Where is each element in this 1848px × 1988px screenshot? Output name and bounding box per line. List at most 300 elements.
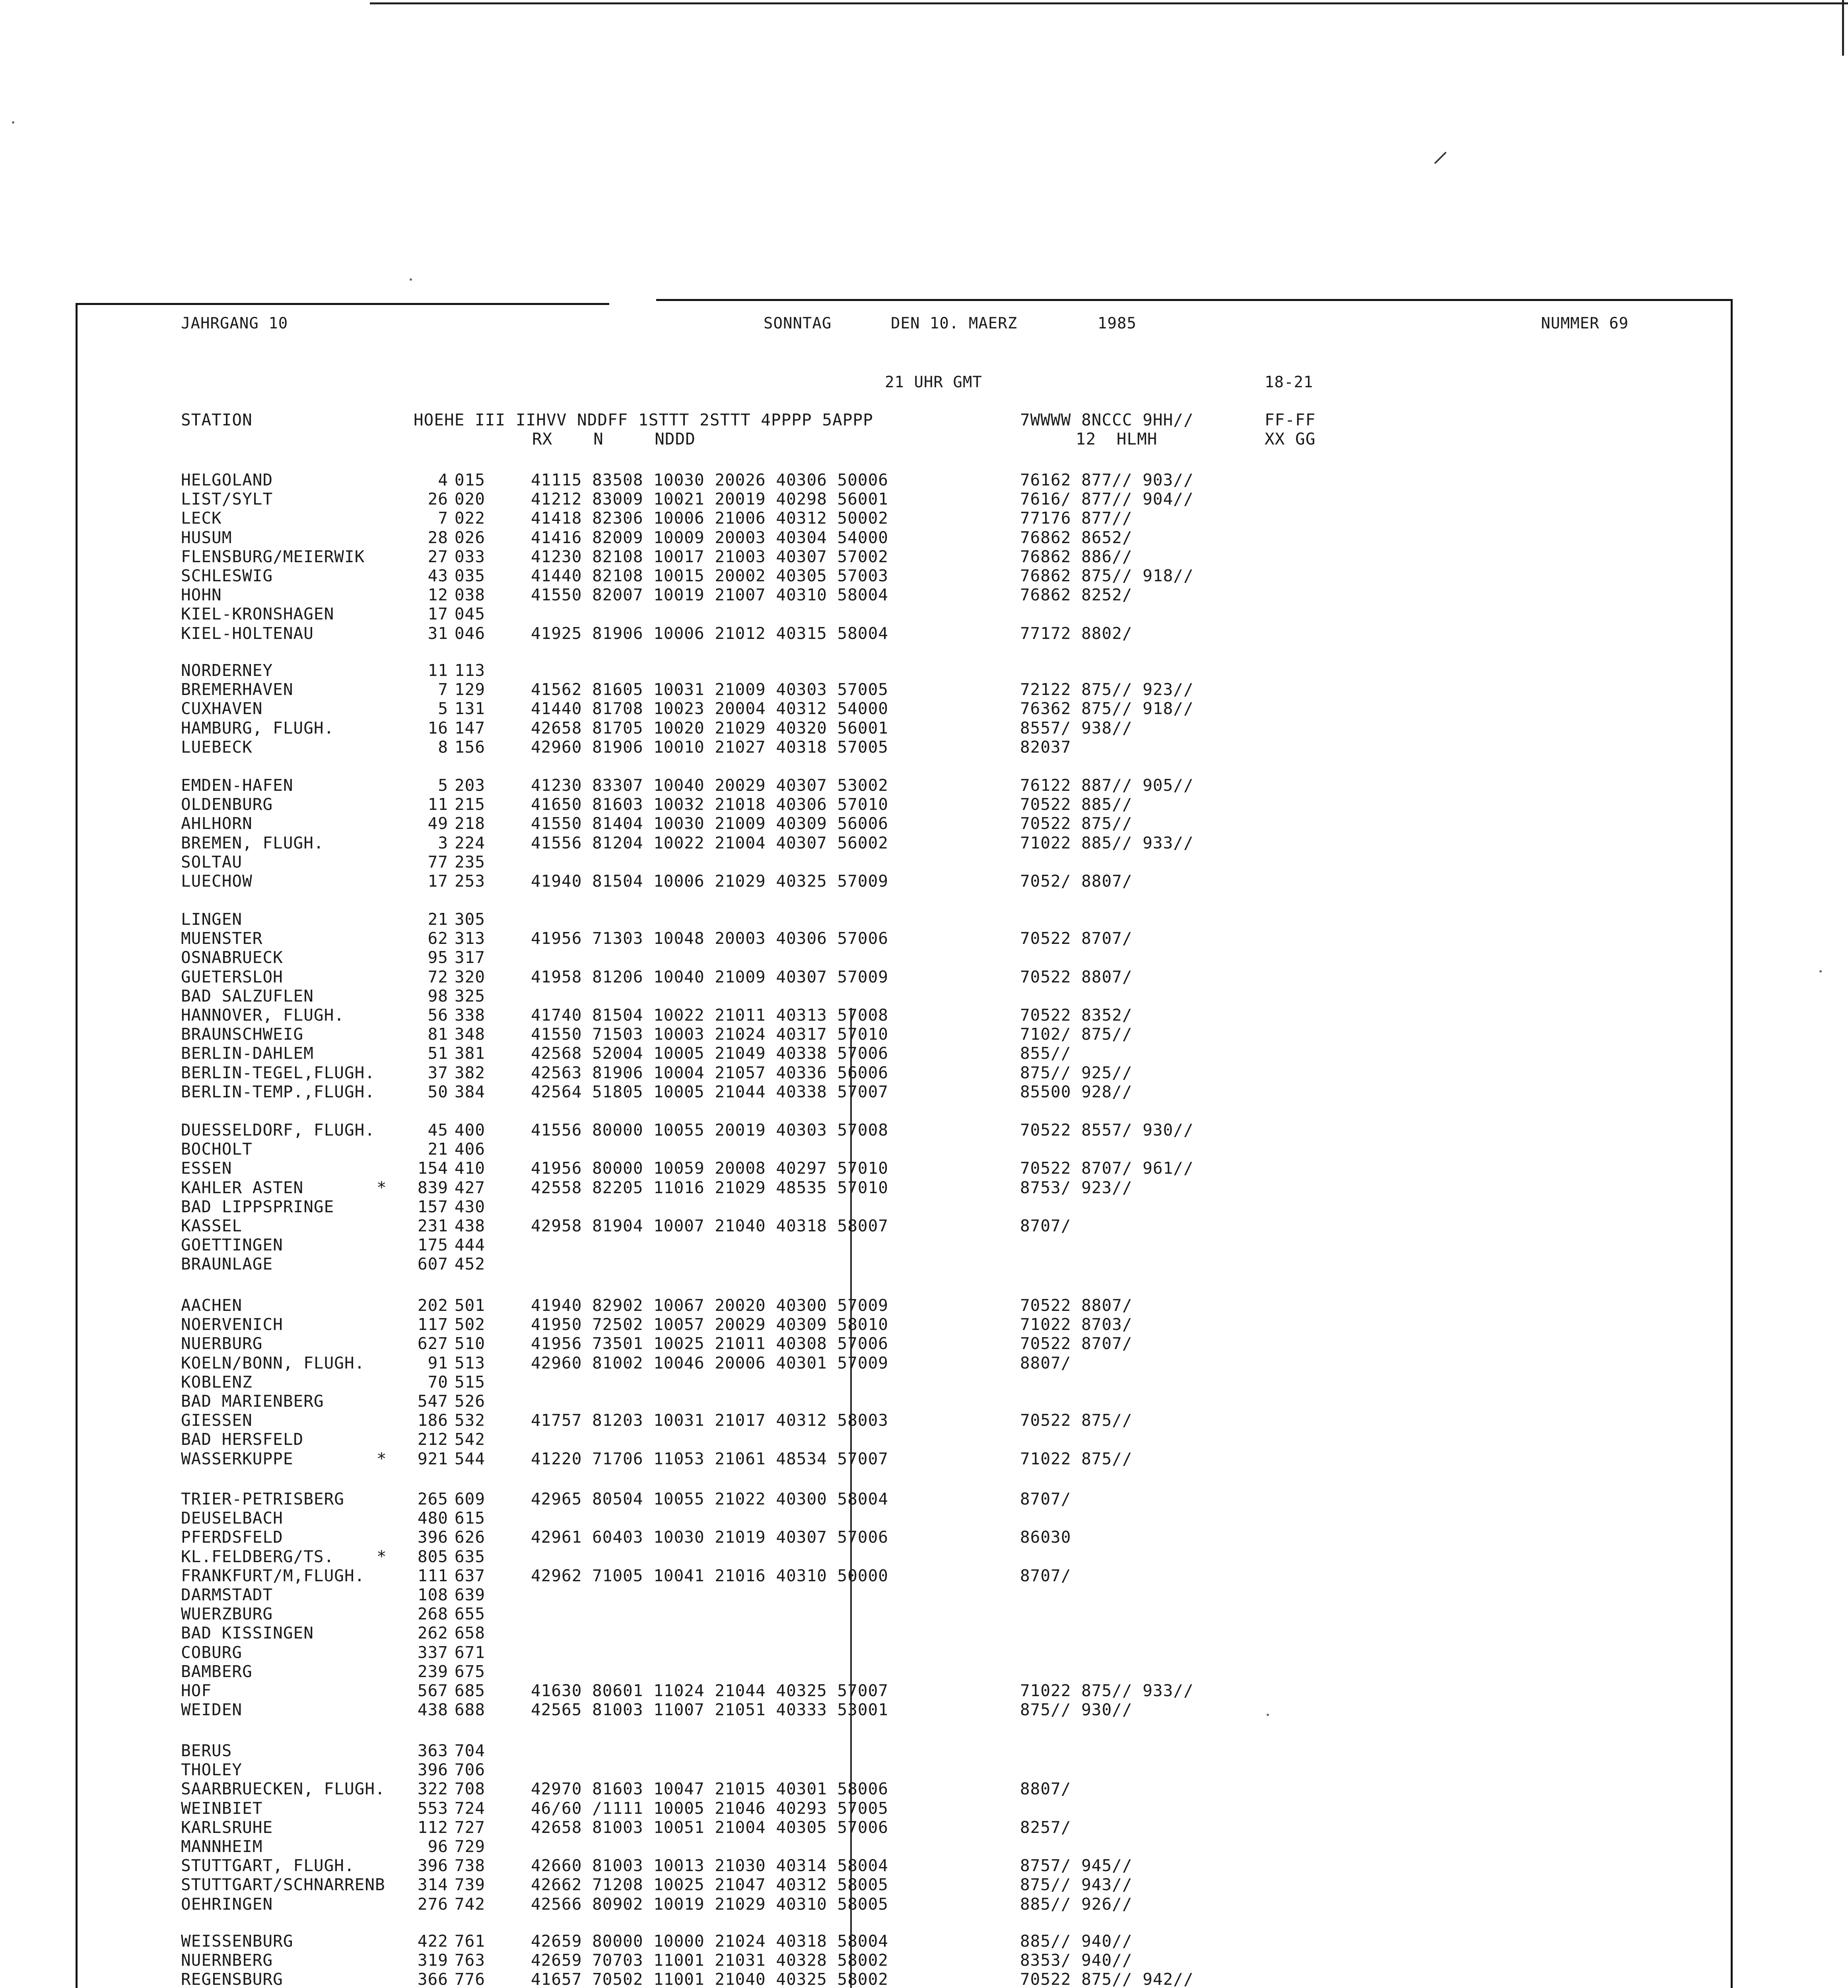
- station-name: BAD KISSINGEN: [181, 1623, 314, 1642]
- station-row: [181, 1700, 1374, 1719]
- station-number: 706: [455, 1760, 486, 1779]
- weather-groups: 8707/: [1020, 1566, 1071, 1585]
- station-number: 046: [455, 624, 486, 643]
- station-number: 544: [455, 1449, 486, 1468]
- synop-groups: 42960 81906 10010 21027 40318 57005: [531, 738, 888, 757]
- station-row: [181, 948, 1374, 967]
- station-row: [181, 1006, 1374, 1025]
- weather-groups: 72122 875// 923//: [1020, 680, 1194, 699]
- synop-groups: 41440 81708 10023 20004 40312 54000: [531, 699, 888, 718]
- station-number: 502: [455, 1315, 486, 1334]
- station-name: BERLIN-TEMP.,FLUGH.: [181, 1082, 375, 1101]
- weather-groups: 875// 943//: [1020, 1875, 1133, 1894]
- station-number: 532: [455, 1411, 486, 1430]
- station-name: LIST/SYLT: [181, 489, 273, 509]
- code-columns-subheader: RX N NDDD: [532, 429, 696, 448]
- synop-groups: 41956 73501 10025 21011 40308 57006: [531, 1334, 888, 1353]
- group7-columns-header: 7WWWW 8NCCC 9HH//: [1020, 410, 1194, 429]
- station-height: 239: [417, 1662, 448, 1681]
- station-name: FRANKFURT/M,FLUGH.: [181, 1566, 365, 1585]
- station-row: [181, 509, 1374, 528]
- synop-groups: 42961 60403 10030 21019 40307 57006: [531, 1528, 888, 1547]
- station-number: 763: [455, 1951, 486, 1970]
- station-row: [181, 1235, 1374, 1254]
- station-height: 262: [417, 1623, 448, 1642]
- station-name: KOBLENZ: [181, 1373, 253, 1392]
- synop-groups: 41958 81206 10040 21009 40307 57009: [531, 967, 888, 986]
- station-height: 37: [428, 1063, 448, 1082]
- scan-speck: [1267, 1714, 1269, 1716]
- station-name: LUEBECK: [181, 738, 253, 757]
- station-name: KAHLER ASTEN: [181, 1178, 304, 1197]
- station-name: GIESSEN: [181, 1411, 253, 1430]
- station-name: NORDERNEY: [181, 661, 273, 680]
- synop-groups: 41657 70502 11001 21040 40325 58002: [531, 1970, 888, 1988]
- weather-groups: 70522 8807/: [1020, 1296, 1133, 1315]
- station-height: 21: [428, 1140, 448, 1159]
- station-name: HELGOLAND: [181, 470, 273, 489]
- station-number: 452: [455, 1254, 486, 1274]
- weather-groups: 71022 875//: [1020, 1449, 1133, 1468]
- synop-groups: 41440 82108 10015 20002 40305 57003: [531, 566, 888, 585]
- station-number: 338: [455, 1006, 486, 1025]
- station-number: 444: [455, 1235, 486, 1254]
- station-row: [181, 585, 1374, 604]
- weather-groups: 7052/ 8807/: [1020, 872, 1133, 891]
- station-number: 203: [455, 776, 486, 795]
- station-row: [181, 1334, 1374, 1353]
- station-name: WASSERKUPPE: [181, 1449, 293, 1468]
- station-name: BRAUNSCHWEIG: [181, 1025, 304, 1044]
- weather-groups: 70522 875//: [1020, 1411, 1133, 1430]
- weather-groups: 76122 887// 905//: [1020, 776, 1194, 795]
- weather-groups: 85500 928//: [1020, 1082, 1133, 1101]
- station-height: 108: [417, 1585, 448, 1604]
- weather-groups: 70522 8707/: [1020, 1334, 1133, 1353]
- station-height: 438: [417, 1700, 448, 1719]
- weather-groups: 875// 925//: [1020, 1063, 1133, 1082]
- weather-groups: 86030: [1020, 1528, 1071, 1547]
- weather-groups: 70522 875//: [1020, 814, 1133, 833]
- station-row: [181, 929, 1374, 948]
- station-row: [181, 986, 1374, 1006]
- station-number: 761: [455, 1932, 486, 1951]
- wind-columns-subheader: XX GG: [1265, 429, 1316, 448]
- station-height: 12: [428, 585, 448, 604]
- station-number: 410: [455, 1159, 486, 1178]
- station-number: 438: [455, 1216, 486, 1235]
- station-height: 62: [428, 929, 448, 948]
- station-row: [181, 1875, 1374, 1894]
- station-row: [181, 1411, 1374, 1430]
- station-name: ESSEN: [181, 1159, 232, 1178]
- station-height: 547: [417, 1392, 448, 1411]
- station-name: WEISSENBURG: [181, 1932, 293, 1951]
- station-number: 382: [455, 1063, 486, 1082]
- station-name: REGENSBURG: [181, 1970, 283, 1988]
- synop-groups: 42563 81906 10004 21057 40336 56006: [531, 1063, 888, 1082]
- station-height: 921: [417, 1449, 448, 1468]
- station-number: 739: [455, 1875, 486, 1894]
- station-height: 31: [428, 624, 448, 643]
- station-row: [181, 489, 1374, 509]
- station-number: 320: [455, 967, 486, 986]
- station-number: 708: [455, 1779, 486, 1798]
- station-number: 510: [455, 1334, 486, 1353]
- synop-groups: 41556 81204 10022 21004 40307 56002: [531, 833, 888, 852]
- synop-groups: 42660 81003 10013 21030 40314 58004: [531, 1856, 888, 1875]
- weather-groups: 8353/ 940//: [1020, 1951, 1133, 1970]
- station-name: BAD SALZUFLEN: [181, 986, 314, 1006]
- station-name: COBURG: [181, 1643, 243, 1662]
- station-height: 839: [417, 1178, 448, 1197]
- station-number: 022: [455, 509, 486, 528]
- station-name: OLDENBURG: [181, 795, 273, 814]
- station-height: 111: [417, 1566, 448, 1585]
- station-name: BERLIN-DAHLEM: [181, 1044, 314, 1063]
- station-name: BRAUNLAGE: [181, 1254, 273, 1274]
- station-name: BOCHOLT: [181, 1140, 253, 1159]
- station-height: 98: [428, 986, 448, 1006]
- station-height: 50: [428, 1082, 448, 1101]
- station-height: 319: [417, 1951, 448, 1970]
- station-height: 72: [428, 967, 448, 986]
- station-name: HAMBURG, FLUGH.: [181, 718, 334, 738]
- synop-groups: 42970 81603 10047 21015 40301 58006: [531, 1779, 888, 1798]
- synop-groups: 41550 81404 10030 21009 40309 56006: [531, 814, 888, 833]
- station-row: [181, 1392, 1374, 1411]
- synop-groups: 41630 80601 11024 21044 40325 57007: [531, 1681, 888, 1700]
- weather-groups: 76862 8652/: [1020, 528, 1133, 547]
- weather-groups: 71022 885// 933//: [1020, 833, 1194, 852]
- weather-groups: 8807/: [1020, 1779, 1071, 1798]
- station-row: [181, 1489, 1374, 1508]
- station-name: LECK: [181, 509, 222, 528]
- station-name: STUTTGART, FLUGH.: [181, 1856, 355, 1875]
- synop-groups: 42960 81002 10046 20006 40301 57009: [531, 1353, 888, 1373]
- station-row: [181, 967, 1374, 986]
- station-row: [181, 1970, 1374, 1988]
- station-number: 156: [455, 738, 486, 757]
- station-number: 348: [455, 1025, 486, 1044]
- station-height: 5: [438, 699, 448, 718]
- station-name: SAARBRUECKEN, FLUGH.: [181, 1779, 385, 1798]
- station-height: 157: [417, 1197, 448, 1216]
- station-number: 253: [455, 872, 486, 891]
- station-row: [181, 1662, 1374, 1681]
- synop-groups: 46/60 /1111 10005 21046 40293 57005: [531, 1799, 888, 1818]
- synop-groups: 41230 83307 10040 20029 40307 53002: [531, 776, 888, 795]
- weather-groups: 76862 875// 918//: [1020, 566, 1194, 585]
- synop-groups: 41115 83508 10030 20026 40306 50006: [531, 470, 888, 489]
- station-row: [181, 910, 1374, 929]
- scan-speck: [410, 278, 412, 281]
- jahrgang-label: JAHRGANG 10: [181, 315, 288, 332]
- station-row: [181, 1296, 1374, 1315]
- synop-groups: 42958 81904 10007 21040 40318 58007: [531, 1216, 888, 1235]
- scan-speck: [1819, 970, 1822, 973]
- station-height: 186: [417, 1411, 448, 1430]
- station-name: EMDEN-HAFEN: [181, 776, 293, 795]
- synop-groups: 41940 81504 10006 21029 40325 57009: [531, 872, 888, 891]
- station-row: [181, 680, 1374, 699]
- station-height: 27: [428, 547, 448, 566]
- weather-groups: 8707/: [1020, 1216, 1071, 1235]
- station-height: 7: [438, 680, 448, 699]
- station-height: 95: [428, 948, 448, 967]
- station-height: 265: [417, 1489, 448, 1508]
- station-number: 129: [455, 680, 486, 699]
- station-row: [181, 1895, 1374, 1914]
- station-number: 658: [455, 1623, 486, 1642]
- station-height: 77: [428, 852, 448, 872]
- station-name: HOHN: [181, 585, 222, 604]
- station-number: 035: [455, 566, 486, 585]
- station-row: [181, 1063, 1374, 1082]
- station-number: 113: [455, 661, 486, 680]
- mountain-station-marker: *: [377, 1547, 387, 1566]
- station-name: KIEL-HOLTENAU: [181, 624, 314, 643]
- station-name: TRIER-PETRISBERG: [181, 1489, 344, 1508]
- weather-groups: 7616/ 877// 904//: [1020, 489, 1194, 509]
- station-row: [181, 1623, 1374, 1642]
- station-number: 729: [455, 1837, 486, 1856]
- station-height: 56: [428, 1006, 448, 1025]
- weather-groups: 8753/ 923//: [1020, 1178, 1133, 1197]
- weather-groups: 76862 8252/: [1020, 585, 1133, 604]
- station-name: BREMEN, FLUGH.: [181, 833, 324, 852]
- station-height: 112: [417, 1818, 448, 1837]
- weather-groups: 82037: [1020, 738, 1071, 757]
- synop-groups: 41220 71706 11053 21061 48534 57007: [531, 1449, 888, 1468]
- station-height: 7: [438, 509, 448, 528]
- scan-speck: [12, 121, 14, 124]
- station-row: [181, 470, 1374, 489]
- station-height: 314: [417, 1875, 448, 1894]
- station-height: 117: [417, 1315, 448, 1334]
- station-height: 17: [428, 872, 448, 891]
- frame-top-right: [656, 299, 1733, 301]
- station-name: WEIDEN: [181, 1700, 243, 1719]
- station-number: 400: [455, 1120, 486, 1140]
- weather-groups: 76862 886//: [1020, 547, 1133, 566]
- station-row: [181, 1932, 1374, 1951]
- weather-groups: 70522 885//: [1020, 795, 1133, 814]
- frame-top-left: [76, 303, 609, 305]
- station-name: KOELN/BONN, FLUGH.: [181, 1353, 365, 1373]
- station-height: 363: [417, 1741, 448, 1760]
- synop-groups: 41562 81605 10031 21009 40303 57005: [531, 680, 888, 699]
- weather-groups: 77172 8802/: [1020, 624, 1133, 643]
- station-number: 038: [455, 585, 486, 604]
- station-number: 776: [455, 1970, 486, 1988]
- station-name: DARMSTADT: [181, 1585, 273, 1604]
- station-height: 49: [428, 814, 448, 833]
- station-number: 626: [455, 1528, 486, 1547]
- station-height: 607: [417, 1254, 448, 1274]
- station-height: 5: [438, 776, 448, 795]
- station-number: 317: [455, 948, 486, 967]
- synop-groups: 42658 81705 10020 21029 40320 56001: [531, 718, 888, 738]
- station-row: [181, 1120, 1374, 1140]
- station-number: 325: [455, 986, 486, 1006]
- station-name: OSNABRUECK: [181, 948, 283, 967]
- station-number: 724: [455, 1799, 486, 1818]
- station-row: [181, 604, 1374, 623]
- synop-groups: 41650 81603 10032 21018 40306 57010: [531, 795, 888, 814]
- synop-groups: 41950 72502 10057 20029 40309 58010: [531, 1315, 888, 1334]
- station-row: [181, 1508, 1374, 1528]
- period-label: 18-21: [1265, 373, 1314, 391]
- synop-groups: 41956 71303 10048 20003 40306 57006: [531, 929, 888, 948]
- synop-groups: 41740 81504 10022 21011 40313 57008: [531, 1006, 888, 1025]
- station-height: 16: [428, 718, 448, 738]
- station-number: 427: [455, 1178, 486, 1197]
- station-height: 21: [428, 910, 448, 929]
- scan-edge-tick: [1842, 0, 1844, 56]
- station-row: [181, 1025, 1374, 1044]
- station-name: DEUSELBACH: [181, 1508, 283, 1528]
- station-number: 515: [455, 1373, 486, 1392]
- weather-groups: 70522 875// 942//: [1020, 1970, 1194, 1988]
- synop-groups: 42564 51805 10005 21044 40338 57007: [531, 1082, 888, 1101]
- station-row: [181, 1159, 1374, 1178]
- weather-groups: 76162 877// 903//: [1020, 470, 1194, 489]
- station-row: [181, 776, 1374, 795]
- weather-groups: 8757/ 945//: [1020, 1856, 1133, 1875]
- code-columns-header: HOEHE III IIHVV NDDFF 1STTT 2STTT 4PPPP 5APPP: [414, 410, 873, 429]
- station-name: WUERZBURG: [181, 1604, 273, 1623]
- station-row: [181, 1315, 1374, 1334]
- station-number: 406: [455, 1140, 486, 1159]
- station-number: 235: [455, 852, 486, 872]
- station-name: HANNOVER, FLUGH.: [181, 1006, 344, 1025]
- station-number: 501: [455, 1296, 486, 1315]
- station-number: 305: [455, 910, 486, 929]
- station-height: 17: [428, 604, 448, 623]
- station-name: FLENSBURG/MEIERWIK: [181, 547, 365, 566]
- weather-groups: 885// 926//: [1020, 1895, 1133, 1914]
- station-number: 526: [455, 1392, 486, 1411]
- station-row: [181, 833, 1374, 852]
- station-height: 422: [417, 1932, 448, 1951]
- station-name: HOF: [181, 1681, 212, 1700]
- station-number: 033: [455, 547, 486, 566]
- station-row: [181, 1178, 1374, 1197]
- station-number: 218: [455, 814, 486, 833]
- weather-groups: 70522 8352/: [1020, 1006, 1133, 1025]
- weather-groups: 8557/ 938//: [1020, 718, 1133, 738]
- weather-groups: 70522 8557/ 930//: [1020, 1120, 1194, 1140]
- station-row: [181, 814, 1374, 833]
- station-number: 688: [455, 1700, 486, 1719]
- station-row: [181, 718, 1374, 738]
- station-number: 147: [455, 718, 486, 738]
- station-row: [181, 699, 1374, 718]
- synop-groups: 42658 81003 10051 21004 40305 57006: [531, 1818, 888, 1837]
- station-name: KL.FELDBERG/TS.: [181, 1547, 334, 1566]
- station-row: [181, 1604, 1374, 1623]
- station-row: [181, 547, 1374, 566]
- station-name: SOLTAU: [181, 852, 243, 872]
- station-row: [181, 566, 1374, 585]
- station-height: 8: [438, 738, 448, 757]
- synop-groups: 41550 71503 10003 21024 40317 57010: [531, 1025, 888, 1044]
- synop-groups: 42659 80000 10000 21024 40318 58004: [531, 1932, 888, 1951]
- station-name: STUTTGART/SCHNARRENB: [181, 1875, 385, 1894]
- station-height: 154: [417, 1159, 448, 1178]
- station-height: 322: [417, 1779, 448, 1798]
- station-height: 268: [417, 1604, 448, 1623]
- date-label: DEN 10. MAERZ: [891, 315, 1018, 332]
- synop-groups: 42962 71005 10041 21016 40310 50000: [531, 1566, 888, 1585]
- station-name: GOETTINGEN: [181, 1235, 283, 1254]
- station-number: 020: [455, 489, 486, 509]
- weather-groups: 8257/: [1020, 1818, 1071, 1837]
- weather-groups: 8707/: [1020, 1489, 1071, 1508]
- station-number: 215: [455, 795, 486, 814]
- frame-right: [1731, 299, 1733, 1988]
- station-number: 224: [455, 833, 486, 852]
- station-height: 11: [428, 661, 448, 680]
- station-row: [181, 1760, 1374, 1779]
- station-row: [181, 1779, 1374, 1798]
- station-number: 639: [455, 1585, 486, 1604]
- station-row: [181, 1140, 1374, 1159]
- station-row: [181, 738, 1374, 757]
- station-name: NUERBURG: [181, 1334, 263, 1353]
- station-number: 637: [455, 1566, 486, 1585]
- station-row: [181, 1681, 1374, 1700]
- station-row: [181, 1837, 1374, 1856]
- station-name: GUETERSLOH: [181, 967, 283, 986]
- station-name: THOLEY: [181, 1760, 243, 1779]
- station-number: 671: [455, 1643, 486, 1662]
- station-number: 655: [455, 1604, 486, 1623]
- station-name: AHLHORN: [181, 814, 253, 833]
- station-height: 175: [417, 1235, 448, 1254]
- station-number: 045: [455, 604, 486, 623]
- station-row: [181, 1818, 1374, 1837]
- station-name: DUESSELDORF, FLUGH.: [181, 1120, 375, 1140]
- station-height: 553: [417, 1799, 448, 1818]
- station-height: 28: [428, 528, 448, 547]
- station-height: 43: [428, 566, 448, 585]
- station-height: 396: [417, 1856, 448, 1875]
- station-height: 26: [428, 489, 448, 509]
- station-name: KIEL-KRONSHAGEN: [181, 604, 334, 623]
- weather-groups: 8807/: [1020, 1353, 1071, 1373]
- station-number: 727: [455, 1818, 486, 1837]
- station-height: 627: [417, 1334, 448, 1353]
- station-name: NUERNBERG: [181, 1951, 273, 1970]
- station-name: BAD LIPPSPRINGE: [181, 1197, 334, 1216]
- station-height: 276: [417, 1895, 448, 1914]
- frame-left: [76, 303, 78, 1988]
- station-number: 513: [455, 1353, 486, 1373]
- station-name: CUXHAVEN: [181, 699, 263, 718]
- station-name: BAD MARIENBERG: [181, 1392, 324, 1411]
- station-name: MUENSTER: [181, 929, 263, 948]
- station-name: KARLSRUHE: [181, 1818, 273, 1837]
- station-row: [181, 1566, 1374, 1585]
- station-number: 313: [455, 929, 486, 948]
- synop-groups: 42965 80504 10055 21022 40300 58004: [531, 1489, 888, 1508]
- station-number: 131: [455, 699, 486, 718]
- station-number: 742: [455, 1895, 486, 1914]
- group7-columns-subheader: 12 HLMH: [1076, 429, 1158, 448]
- station-name: BAD HERSFELD: [181, 1430, 304, 1449]
